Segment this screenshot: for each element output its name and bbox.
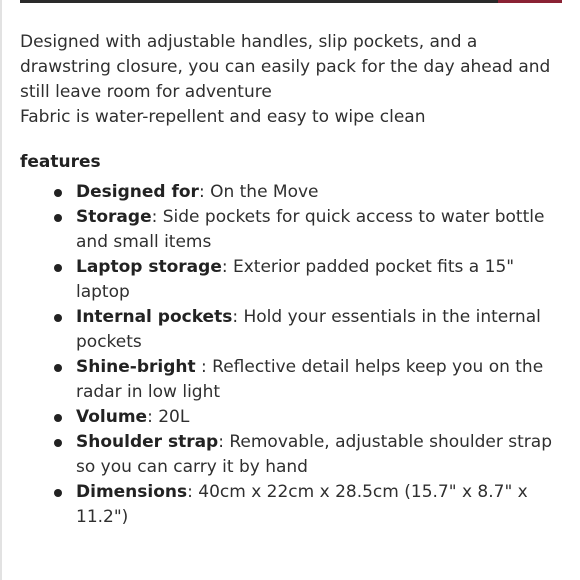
feature-text: : 40cm x 22cm x 28.5cm (15.7" x 8.7" x 11.2") — [76, 482, 528, 527]
feature-text: : Removable, adjustable shoulder strap so you can carry it by hand — [76, 432, 553, 477]
feature-item — [20, 205, 568, 255]
feature-text: : Reflective detail helps keep you on the radar in low light — [76, 357, 544, 402]
feature-text: : Side pockets for quick access to water bottle and small items — [76, 207, 545, 252]
bullet-icon — [54, 314, 62, 322]
feature-text: : On the Move — [198, 182, 319, 202]
top-bar — [0, 0, 580, 4]
features-list — [20, 180, 568, 530]
description-paragraph: Designed with adjustable handles, slip pockets, and a drawstring closure, you can easily pack for the day ahead and still leave room for adventure — [20, 32, 551, 102]
feature-label: Shoulder strap — [76, 432, 219, 452]
feature-item — [20, 255, 568, 305]
bullet-icon — [54, 264, 62, 272]
feature-label: Internal pockets — [76, 307, 233, 327]
feature-item — [20, 180, 568, 205]
feature-label: Dimensions — [76, 482, 188, 502]
feature-item — [20, 355, 568, 405]
bullet-icon — [54, 189, 62, 197]
bullet-icon — [54, 414, 62, 422]
feature-text: : 20L — [147, 407, 190, 427]
bullet-icon — [54, 214, 62, 222]
description-paragraph: Fabric is water-repellent and easy to wipe clean — [20, 107, 426, 127]
features-heading: features — [20, 152, 101, 172]
top-bar-dark-segment — [20, 0, 498, 3]
left-divider — [0, 0, 2, 580]
feature-label: Laptop storage — [76, 257, 222, 277]
product-description — [20, 30, 568, 130]
feature-label: Storage — [76, 207, 152, 227]
top-bar-accent-segment — [498, 0, 562, 3]
bullet-icon — [54, 364, 62, 372]
feature-text: : Exterior padded pocket fits a 15" laptop — [76, 257, 515, 302]
feature-item — [20, 480, 568, 530]
feature-text: : Hold your essentials in the internal pockets — [76, 307, 541, 352]
feature-item — [20, 305, 568, 355]
bullet-icon — [54, 439, 62, 447]
feature-item — [20, 430, 568, 480]
feature-label: Shine-bright — [76, 357, 196, 377]
product-details — [20, 30, 568, 530]
feature-label: Volume — [76, 407, 148, 427]
feature-label: Designed for — [76, 182, 199, 202]
bullet-icon — [54, 489, 62, 497]
feature-item — [20, 405, 568, 430]
